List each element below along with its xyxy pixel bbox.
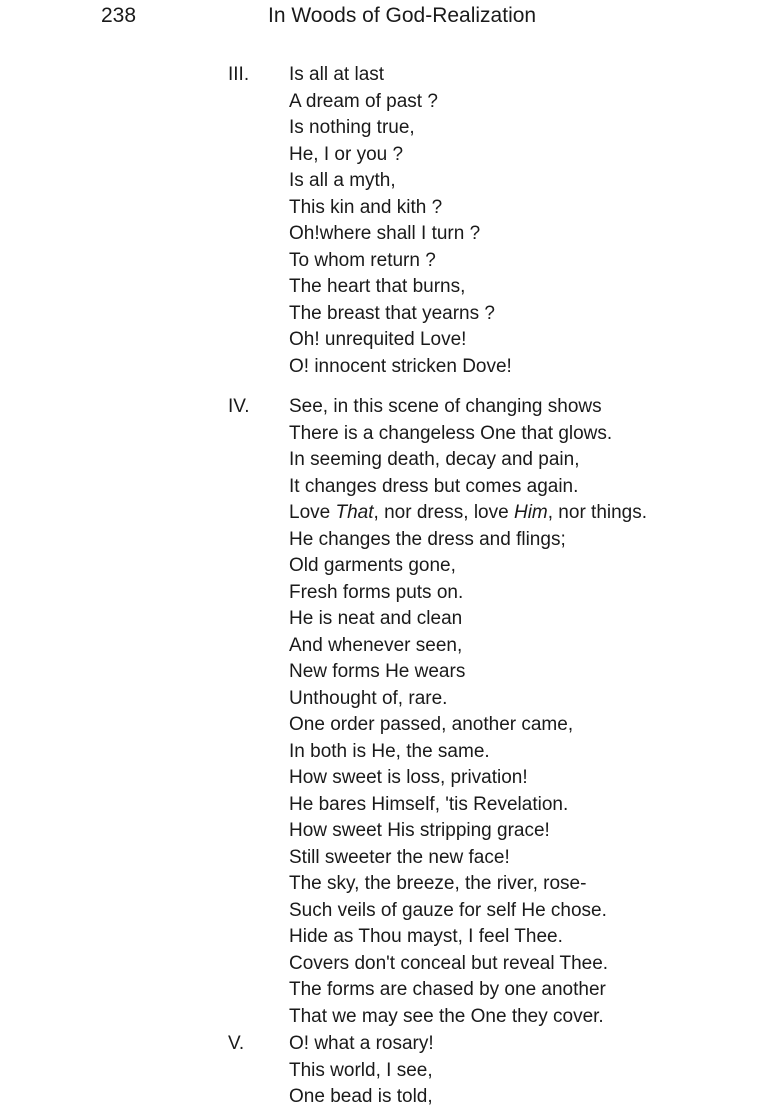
verse-line: Oh!where shall I turn ? <box>289 223 481 244</box>
stanza-number: V. <box>228 1033 245 1054</box>
verse-line: That we may see the One they cover. <box>289 1005 604 1027</box>
verse-line: Such veils of gauze for self He chose. <box>289 899 607 921</box>
verse-line: He changes the dress and flings; <box>289 528 566 550</box>
verse-segment: Love <box>289 502 336 523</box>
verse-line: In both is He, the same. <box>289 740 490 762</box>
verse-line: He, I or you ? <box>289 143 404 165</box>
verse-line: O! what a rosary! <box>289 1033 434 1054</box>
verse-line: How sweet His stripping grace! <box>289 820 550 841</box>
verse-line: Fresh forms puts on. <box>289 581 464 603</box>
verse-line: He is neat and clean <box>289 608 463 629</box>
verse-line: How sweet is loss, privation! <box>289 767 528 788</box>
verse-line: Hide as Thou mayst, I feel Thee. <box>289 926 563 947</box>
verse-line: A dream of past ? <box>289 90 438 112</box>
verse-line: One bead is told, <box>289 1086 433 1107</box>
verse-line: Still sweeter the new face! <box>289 846 510 868</box>
page-number: 238 <box>101 4 137 27</box>
verse-line: Covers don't conceal but reveal Thee. <box>289 952 609 974</box>
verse-line: In seeming death, decay and pain, <box>289 449 580 470</box>
verse-line: One order passed, another came, <box>289 714 574 735</box>
verse-line: O! innocent stricken Dove! <box>289 355 512 377</box>
verse-line: The sky, the breeze, the river, rose- <box>289 873 587 894</box>
verse-segment: , nor things. <box>547 502 648 523</box>
page-header <box>0 2 780 32</box>
emphasized-word: Him <box>513 502 548 523</box>
stanza-lines <box>289 1031 434 1111</box>
verse-line: To whom return ? <box>289 249 436 271</box>
emphasized-word: That <box>335 502 374 523</box>
verse-line: Is all a myth, <box>289 170 396 191</box>
verse-line: Old garments gone, <box>289 555 456 576</box>
stanza-number: IV. <box>228 396 250 417</box>
verse-line: Is all at last <box>289 64 385 85</box>
verse-line: Is nothing true, <box>289 117 415 138</box>
verse-line: The forms are chased by one another <box>289 979 606 1000</box>
verse-line: This kin and kith ? <box>289 196 443 218</box>
verse-line: New forms He wears <box>289 661 466 682</box>
verse-line-with-emphasis <box>289 500 647 527</box>
verse-line: And whenever seen, <box>289 634 463 656</box>
running-title: In Woods of God-Realization <box>268 4 537 27</box>
stanza-lines <box>289 62 512 380</box>
verse-line: He bares Himself, 'tis Revelation. <box>289 793 569 815</box>
verse-line: The heart that burns, <box>289 276 466 297</box>
verse-line: See, in this scene of changing shows <box>289 396 602 417</box>
verse-line: It changes dress but comes again. <box>289 475 579 497</box>
verse-line: Unthought of, rare. <box>289 687 448 709</box>
stanza-number: III. <box>228 64 250 85</box>
stanza-lines <box>289 394 647 1030</box>
verse-line: This world, I see, <box>289 1059 433 1081</box>
verse-line: The breast that yearns ? <box>289 302 495 324</box>
verse-line: Oh! unrequited Love! <box>289 329 467 350</box>
verse-line: There is a changeless One that glows. <box>289 422 613 444</box>
verse-segment: , nor dress, love <box>373 502 514 523</box>
